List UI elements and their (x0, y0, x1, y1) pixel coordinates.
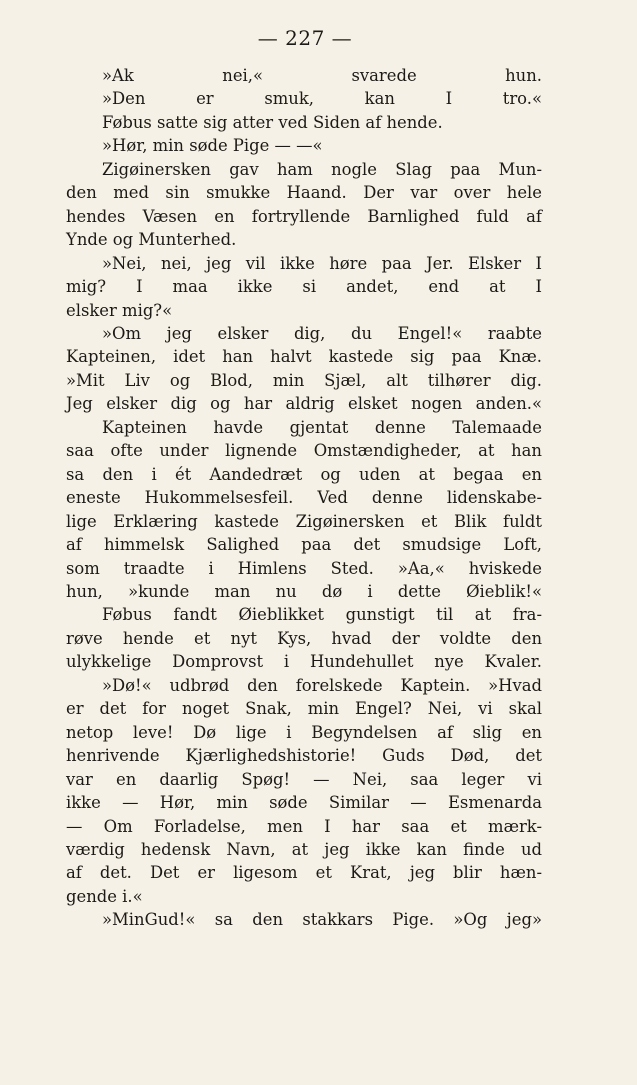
text-line: mig? I maa ikke si andet, end at I (66, 277, 542, 297)
text-line: af det. Det er ligesom et Krat, jeg blir hæn- (66, 863, 542, 883)
page-number: — 227 — (257, 26, 353, 50)
text-line: hendes Væsen en fortryllende Barnlighed fuld af (66, 206, 542, 226)
text-line: Føbus satte sig atter ved Siden af hende. (102, 112, 443, 132)
text-line: »Ak nei,« svarede hun. (102, 66, 542, 85)
text-line: af himmelsk Salighed paa det smudsige Loft, (66, 535, 542, 555)
text-line: »Nei, nei, jeg vil ikke høre paa Jer. Elsker I (102, 253, 542, 273)
text-line: var en daarlig Spøg! — Nei, saa leger vi (66, 769, 542, 789)
text-line: ikke — Hør, min søde Similar — Esmenarda (66, 793, 542, 813)
text-line: elsker mig?« (66, 300, 173, 320)
text-line: sa den i ét Aandedræt og uden at begaa en (66, 464, 542, 484)
text-line: Ynde og Munterhed. (66, 230, 237, 250)
text-line: »Om jeg elsker dig, du Engel!« raabte (102, 323, 542, 343)
text-line: er det for noget Snak, min Engel? Nei, vi skal (66, 699, 542, 719)
text-line: den med sin smukke Haand. Der var over hele (66, 183, 542, 203)
text-line: henrivende Kjærlighedshistorie! Guds Død, det (66, 746, 542, 766)
text-line: Kapteinen, idet han halvt kastede sig paa Knæ. (66, 347, 542, 367)
text-line: som traadte i Himlens Sted. »Aa,« hviskede (66, 558, 542, 578)
text-line: »Hør, min søde Pige — —« (102, 136, 323, 156)
text-line: — Om Forladelse, men I har saa et mærk- (66, 816, 542, 836)
body-text (66, 64, 542, 932)
text-line: gende i.« (66, 886, 143, 906)
text-line: røve hende et nyt Kys, hvad der voldte den (66, 628, 542, 648)
text-line: »Mit Liv og Blod, min Sjæl, alt tilhører dig. (66, 370, 542, 390)
text-line: Zigøinersken gav ham nogle Slag paa Mun- (102, 159, 542, 179)
text-line: »Dø!« udbrød den forelskede Kaptein. »Hvad (102, 675, 542, 695)
text-line: værdig hedensk Navn, at jeg ikke kan finde ud (66, 839, 542, 859)
text-line: Kapteinen havde gjentat denne Talemaade (102, 417, 542, 437)
text-line: Jeg elsker dig og har aldrig elsket nogen anden.« (66, 394, 542, 414)
text-line: ulykkelige Domprovst i Hundehullet nye Kvaler. (66, 652, 542, 672)
text-line: hun, »kunde man nu dø i dette Øieblik!« (66, 581, 542, 601)
text-line: Føbus fandt Øieblikket gunstigt til at fra- (102, 605, 542, 625)
text-line: »Den er smuk, kan I tro.« (102, 89, 542, 109)
text-line: saa ofte under lignende Omstændigheder, at han (66, 441, 542, 461)
text-line: lige Erklæring kastede Zigøinersken et Blik fuldt (66, 511, 542, 531)
text-line: »MinGud!« sa den stakkars Pige. »Og jeg» (102, 910, 542, 930)
text-line: netop leve! Dø lige i Begyndelsen af slig en (66, 722, 542, 742)
text-line: eneste Hukommelsesfeil. Ved denne lidenskabe- (66, 488, 542, 508)
